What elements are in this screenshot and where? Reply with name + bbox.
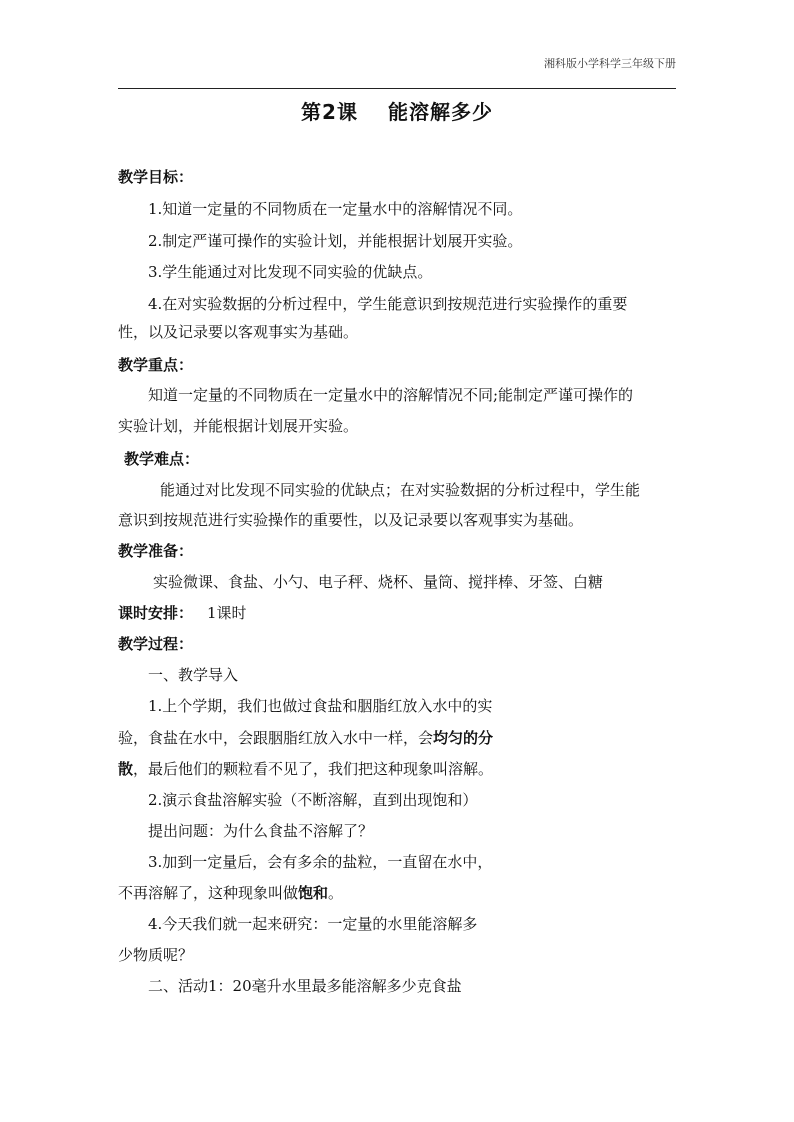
emphasis-text: 散	[118, 760, 134, 778]
emphasis-text: 饱和	[298, 884, 329, 902]
page-title	[0, 96, 794, 125]
key-points-line: 实验计划，并能根据计划展开实验。	[118, 417, 359, 435]
goal-item: 1.知道一定量的不同物质在一定量水中的溶解情况不同。	[148, 200, 523, 218]
text-span: ，最后他们的颗粒看不见了，我们把这种现象叫溶解。	[133, 760, 494, 778]
goal-item: 4.在对实验数据的分析过程中，学生能意识到按规范进行实验操作的重要	[148, 295, 628, 313]
paragraph-line	[118, 883, 343, 903]
difficulties-heading: 教学难点：	[124, 450, 200, 468]
header-rule	[118, 88, 676, 89]
paragraph-line: 少物质呢？	[118, 946, 194, 964]
paragraph-line: 4.今天我们就一起来研究：一定量的水里能溶解多	[148, 915, 478, 933]
text-span: 验，食盐在水中，会跟胭脂红放入水中一样，会	[118, 729, 434, 747]
paragraph-line: 1.上个学期，我们也做过食盐和胭脂红放入水中的实	[148, 697, 493, 715]
text-span: 不再溶解了，这种现象叫做	[118, 884, 299, 902]
paragraph-line	[118, 728, 493, 748]
paragraph-line: 提出问题：为什么食盐不溶解了？	[148, 822, 374, 840]
schedule-line	[118, 603, 247, 623]
key-points-heading: 教学重点：	[118, 356, 194, 374]
schedule-value: 1课时	[207, 604, 247, 622]
paragraph-line	[118, 759, 493, 779]
text-span: 。	[328, 884, 344, 902]
goals-heading: 教学目标：	[118, 168, 194, 186]
difficulties-line: 意识到按规范进行实验操作的重要性，以及记录要以客观事实为基础。	[118, 511, 584, 529]
section-title: 二、活动1：20毫升水里最多能溶解多少克食盐	[148, 977, 462, 995]
process-heading: 教学过程：	[118, 635, 194, 653]
preparation-heading: 教学准备：	[118, 542, 194, 560]
lesson-number: 第2课	[301, 100, 358, 124]
preparation-text: 实验微课、食盐、小勺、电子秤、烧杯、量筒、搅拌棒、牙签、白糖	[153, 573, 604, 591]
emphasis-text: 均匀的分	[433, 729, 494, 747]
goal-item: 2.制定严谨可操作的实验计划，并能根据计划展开实验。	[148, 232, 523, 250]
lesson-name: 能溶解多少	[387, 100, 493, 124]
key-points-line: 知道一定量的不同物质在一定量水中的溶解情况不同;能制定严谨可操作的	[148, 386, 634, 404]
running-header: 湘科版小学科学三年级下册	[544, 57, 676, 70]
goal-item: 性，以及记录要以客观事实为基础。	[118, 323, 359, 341]
goal-item: 3.学生能通过对比发现不同实验的优缺点。	[148, 263, 433, 281]
paragraph-line: 2.演示食盐溶解实验（不断溶解，直到出现饱和）	[148, 791, 478, 809]
schedule-heading: 课时安排：	[118, 604, 194, 622]
difficulties-line: 能通过对比发现不同实验的优缺点；在对实验数据的分析过程中，学生能	[160, 481, 641, 499]
paragraph-line: 3.加到一定量后，会有多余的盐粒，一直留在水中，	[148, 853, 493, 871]
section-title: 一、教学导入	[148, 666, 239, 684]
